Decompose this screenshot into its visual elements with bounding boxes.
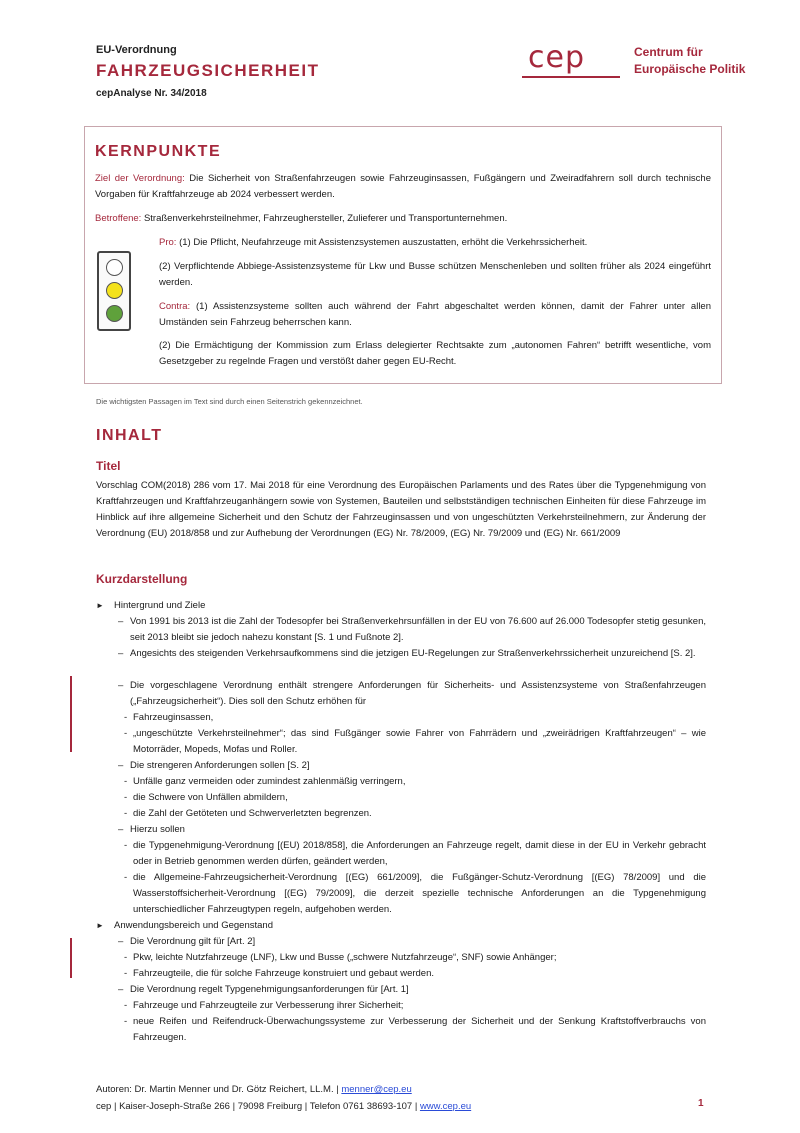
- traffic-light-green-lamp: [106, 305, 123, 322]
- sub-list-item: [124, 1014, 706, 1046]
- sub-list-item: [124, 998, 706, 1014]
- sub-list-item-text: die Zahl der Getöteten und Schwerverletzten begrenzen.: [133, 808, 372, 819]
- sub-marker: -: [124, 968, 128, 979]
- ziel-text: Die Sicherheit von Straßenfahrzeugen sowie Fahrzeuginsassen, Fußgängern und Zweiradfahrern soll durch technische Vorgaben für Kraftfahrzeuge ab 2024 verbessert werden.: [95, 173, 711, 200]
- ziel-label: Ziel der Verordnung:: [95, 173, 185, 184]
- sub-marker: -: [124, 712, 128, 723]
- sub-marker: -: [124, 840, 128, 851]
- list-item-text: Die Verordnung gilt für [Art. 2]: [130, 936, 256, 947]
- margin-bar-hint: Die wichtigsten Passagen im Text sind durch einen Seitenstrich gekennzeichnet.: [96, 397, 363, 406]
- sub-marker: -: [124, 952, 128, 963]
- kurzdarstellung-heading: Kurzdarstellung: [96, 572, 188, 586]
- arrow-bullet-icon: ►: [96, 601, 104, 610]
- footer-address: cep | Kaiser-Joseph-Straße 266 | 79098 Freiburg | Telefon 0761 38693-107 |: [96, 1101, 418, 1112]
- sub-list-item: [124, 726, 706, 758]
- page-title: FAHRZEUGSICHERHEIT: [96, 61, 320, 80]
- sub-list-item-text: Fahrzeugteile, die für solche Fahrzeuge konstruiert und gebaut werden.: [133, 968, 435, 979]
- ziel-paragraph: [95, 171, 711, 203]
- titel-text: Vorschlag COM(2018) 286 vom 17. Mai 2018 für eine Verordnung des Europäischen Parlaments und des Rates über die Typgenehmigung von Kraftfahrzeugen und Kraftfahrzeuganhängern sowie von Systemen, Bauteilen und selbstständigen technischen Einheiten für diese Fahrzeuge im Hinblick auf ihre allgemeine Sicherheit und den Schutz der Fahrzeuginsassen und von ungeschützten Verkehrsteilnehmern, zur Änderung der Verordnung (EU) 2018/858 und zur Aufhebung der Verordnungen (EG) Nr. 78/2009, (EG) Nr. 79/2009 und (EG) Nr. 661/2009: [96, 480, 706, 539]
- dash-marker: –: [118, 616, 124, 627]
- sub-marker: -: [124, 776, 128, 787]
- sub-list-item: [124, 870, 706, 918]
- sub-list-item-text: Fahrzeuge und Fahrzeugteile zur Verbesserung ihrer Sicherheit;: [133, 1000, 404, 1011]
- page-footer: [96, 1081, 471, 1115]
- website-link[interactable]: www.cep.eu: [419, 1101, 472, 1112]
- sub-marker: -: [124, 872, 128, 883]
- sub-list-item-text: die Schwere von Unfällen abmildern,: [133, 792, 288, 803]
- traffic-light-yellow-lamp: [106, 282, 123, 299]
- brand-line-1: Centrum für: [634, 45, 703, 59]
- sub-list-item: [124, 838, 706, 870]
- footer-authors-line: [96, 1081, 471, 1098]
- list-item: [118, 758, 706, 774]
- sub-list-item: [124, 806, 706, 822]
- analysis-number: cepAnalyse Nr. 34/2018: [96, 88, 207, 99]
- list-item: [118, 822, 706, 838]
- sub-list-item: [124, 710, 706, 726]
- betroffene-paragraph: [95, 211, 711, 227]
- list-item-text: Von 1991 bis 2013 ist die Zahl der Todesopfer bei Straßenverkehrsunfällen in der EU von 76.600 auf 26.000 Todesopfer stetig gesunken, seit 2013 bleibt sie jedoch nahezu konstant [S. 1 und Fußnote 2].: [130, 616, 706, 643]
- logo-text: cep: [528, 40, 585, 75]
- key-points-heading: KERNPUNKTE: [95, 143, 222, 160]
- cep-logo: [522, 30, 622, 90]
- list-item: [118, 982, 706, 998]
- traffic-light-icon: [97, 251, 131, 331]
- brand-line-2: Europäische Politik: [634, 62, 746, 76]
- key-points-box: [84, 126, 722, 384]
- betroffene-text: Straßenverkehrsteilnehmer, Fahrzeughersteller, Zulieferer und Transportunternehmen.: [143, 213, 508, 224]
- list-item: [118, 614, 706, 646]
- contra-text-1: (1) Assistenzsysteme sollten auch während der Fahrt abgeschaltet werden können, damit der Fahrer unter allen Umständen sein Fahrzeug beherrschen kann.: [159, 301, 711, 328]
- dash-marker: –: [118, 936, 124, 947]
- bullet-title: Anwendungsbereich und Gegenstand: [114, 920, 273, 931]
- sub-list-item-text: die Allgemeine-Fahrzeugsicherheit-Verordnung [(EG) 661/2009], die Fußgänger-Schutz-Verordnung [(EG) 78/2009] und die Wasserstoffsicherheit-Verordnung [(EG) 79/2009], die derzeit spezielle technische Anforderungen an die Typgenehmigung unterschiedlicher Fahrzeugtypen regeln, aufgehoben werden.: [133, 872, 706, 915]
- sub-list-item-text: Pkw, leichte Nutzfahrzeuge (LNF), Lkw und Busse („schwere Nutzfahrzeuge“, SNF) sowie Anhänger;: [133, 952, 557, 963]
- email-link[interactable]: menner@cep.eu: [341, 1084, 412, 1095]
- sub-list-item-text: die Typgenehmigung-Verordnung [(EU) 2018/858], die Anforderungen an Fahrzeuge regelt, damit diese in der EU in Verkehr gebracht oder in Betrieb genommen werden dürfen, geändert werden,: [133, 840, 706, 867]
- arrow-bullet-icon: ►: [96, 921, 104, 930]
- contra-label: Contra:: [159, 301, 191, 312]
- traffic-light-off-lamp: [106, 259, 123, 276]
- sub-marker: -: [124, 728, 128, 739]
- titel-heading: Titel: [96, 459, 121, 473]
- document-header: [96, 44, 319, 99]
- sub-list-item: [124, 774, 706, 790]
- list-item-text: Angesichts des steigenden Verkehrsaufkommens sind die jetzigen EU-Regelungen zur Straßenverkehrssicherheit unzureichend [S. 2].: [130, 648, 696, 659]
- list-item-text: Die strengeren Anforderungen sollen [S. 2]: [130, 760, 310, 771]
- dash-marker: –: [118, 648, 124, 659]
- sub-marker: -: [124, 808, 128, 819]
- key-passage-bar: [70, 938, 72, 978]
- sub-list-item-text: „ungeschützte Verkehrsteilnehmer“; das sind Fußgänger sowie Fahrer von Fahrrädern und „zweirädrigen Kraftfahrzeugen“ – wie Motorräder, Mopeds, Mofas und Roller.: [133, 728, 706, 755]
- sub-list-item-text: Unfälle ganz vermeiden oder zumindest zahlenmäßig verringern,: [133, 776, 406, 787]
- dash-marker: –: [118, 824, 124, 835]
- sub-list-item: [124, 790, 706, 806]
- pro-paragraph-2: (2) Verpflichtende Abbiege-Assistenzsysteme für Lkw und Busse schützen Menschenleben und sollten früher als 2024 eingeführt werden.: [159, 261, 711, 288]
- sub-marker: -: [124, 1000, 128, 1011]
- logo-underline: [522, 76, 620, 78]
- footer-authors: Autoren: Dr. Martin Menner und Dr. Götz Reichert, LL.M. |: [96, 1084, 339, 1095]
- dash-marker: –: [118, 680, 124, 691]
- key-passage-bar: [70, 676, 72, 752]
- contra-paragraph-1: [159, 299, 711, 331]
- sub-list-item-text: neue Reifen und Reifendruck-Überwachungssysteme zur Verbesserung der Sicherheit und der Senkung Kraftstoffverbrauchs von Fahrzeugen.: [133, 1016, 706, 1043]
- list-item: [118, 678, 706, 710]
- pro-text-1: (1) Die Pflicht, Neufahrzeuge mit Assistenzsystemen auszustatten, erhöht die Verkehrssicherheit.: [179, 237, 588, 248]
- page-number: 1: [698, 1098, 704, 1109]
- sub-marker: -: [124, 1016, 128, 1027]
- sub-list-item: [124, 966, 706, 982]
- list-item-text: Die vorgeschlagene Verordnung enthält strengere Anforderungen für Sicherheits- und Assistenzsysteme von Straßenfahrzeugen („Fahrzeugsicherheit“). Dies soll den Schutz erhöhen für: [130, 680, 706, 707]
- list-item: [118, 646, 706, 662]
- sub-marker: -: [124, 792, 128, 803]
- contra-paragraph-2: (2) Die Ermächtigung der Kommission zum Erlass delegierter Rechtsakte zum „autonomen Fahren“ betrifft wesentliche, vom Gesetzgeber zu regelnde Fragen und verstößt daher gegen EU-Recht.: [159, 340, 711, 367]
- content-heading: INHALT: [96, 427, 163, 444]
- pro-label: Pro:: [159, 237, 177, 248]
- bullet-title: Hintergrund und Ziele: [114, 600, 206, 611]
- brand-name: [634, 44, 745, 78]
- sub-list-item-text: Fahrzeuginsassen,: [133, 712, 214, 723]
- list-item: [118, 934, 706, 950]
- footer-address-line: [96, 1098, 471, 1115]
- betroffene-label: Betroffene:: [95, 213, 142, 224]
- sub-list-item: [124, 950, 706, 966]
- list-item-text: Hierzu sollen: [130, 824, 185, 835]
- pro-paragraph-1: [159, 235, 711, 251]
- doc-type: EU-Verordnung: [96, 44, 177, 56]
- list-item-text: Die Verordnung regelt Typgenehmigungsanforderungen für [Art. 1]: [130, 984, 409, 995]
- dash-marker: –: [118, 760, 124, 771]
- dash-marker: –: [118, 984, 124, 995]
